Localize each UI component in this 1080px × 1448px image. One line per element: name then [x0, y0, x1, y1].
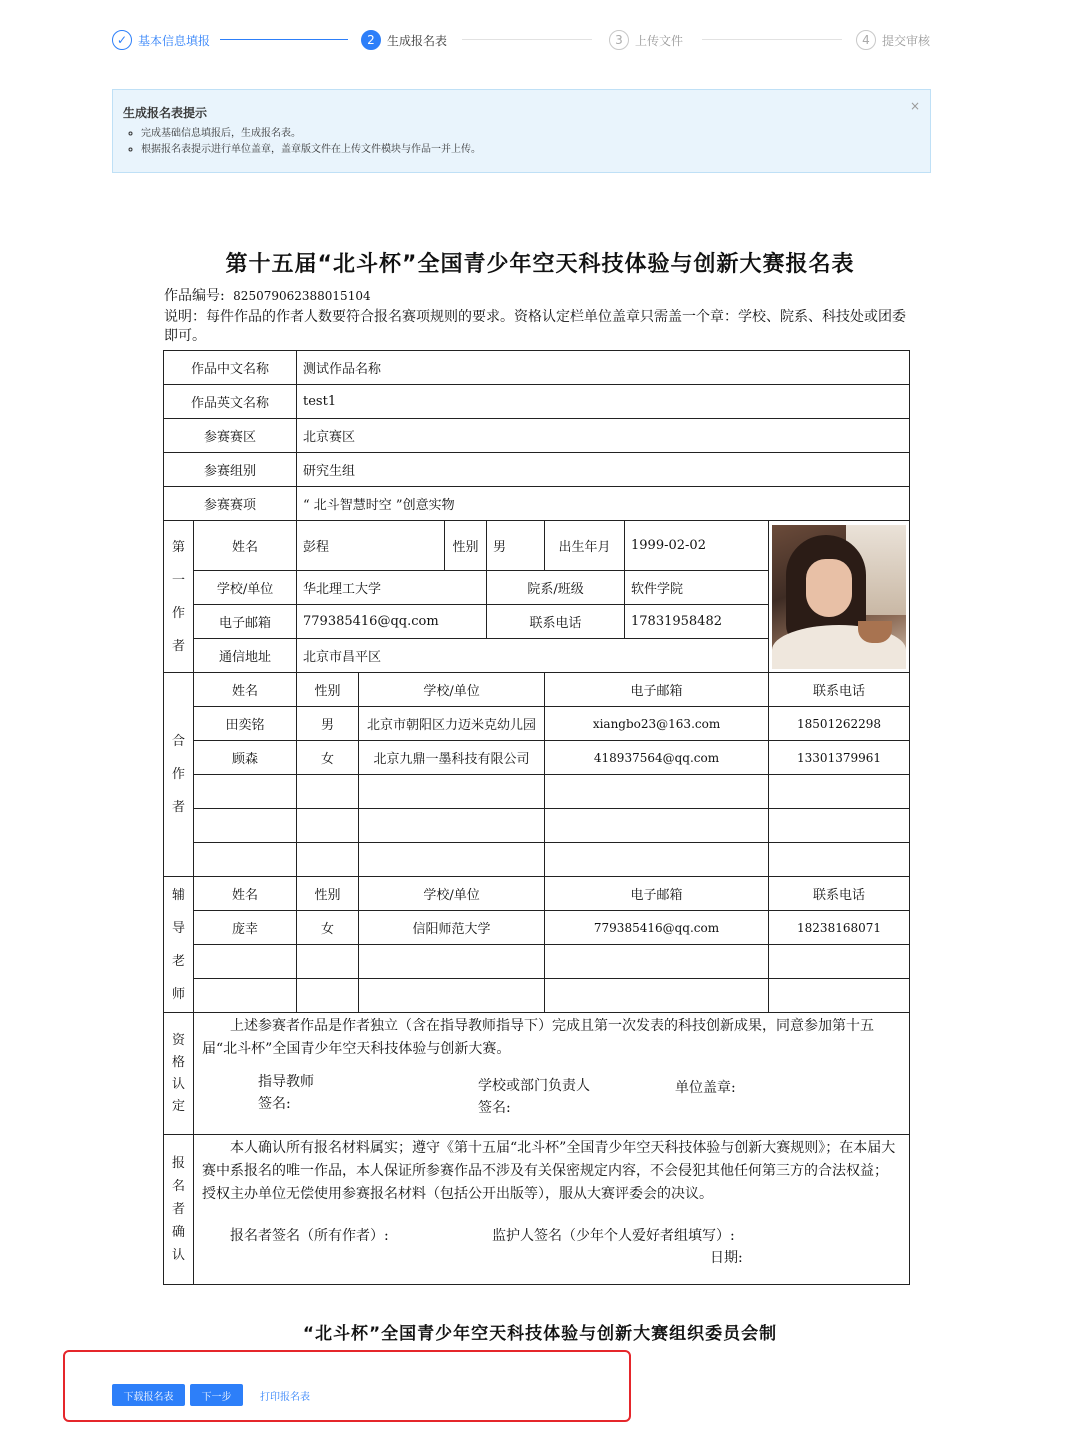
gender-value: 男: [487, 521, 545, 571]
name-label: 姓名: [194, 521, 297, 571]
confirmation-section: [164, 1135, 194, 1285]
table-row: [164, 741, 910, 775]
work-number-label: 作品编号:: [164, 288, 225, 304]
cell: [769, 775, 910, 809]
cell: [769, 843, 910, 877]
cell: [194, 843, 297, 877]
cell: [545, 945, 769, 979]
cell: [359, 979, 545, 1013]
step-1[interactable]: [112, 28, 210, 52]
qualification-text: 上述参赛者作品是作者独立（含在指导教师指导下）完成且第一次发表的科技创新成果，同意参加第十五届“北斗杯”全国青少年空天科技体验与创新大赛。: [202, 1018, 874, 1057]
confirmation-section-label: 报名者确认: [171, 1156, 185, 1263]
coauthor-header-row: [164, 673, 910, 707]
form-title: 第十五届“北斗杯”全国青少年空天科技体验与创新大赛报名表: [225, 252, 855, 277]
first-author-row: [164, 521, 910, 571]
applicant-signature: 报名者签名（所有作者）:: [230, 1228, 389, 1244]
cell: 18238168071: [769, 911, 910, 945]
confirmation-row: [164, 1135, 910, 1285]
col-header: 电子邮箱: [545, 673, 769, 707]
organizer-footer: “北斗杯”全国青少年空天科技体验与创新大赛组织委员会制: [302, 1324, 778, 1344]
phone-label: 联系电话: [487, 605, 625, 639]
basic-value: test1: [297, 385, 910, 419]
first-author-section: [164, 521, 194, 673]
print-form-button[interactable]: 打印报名表: [260, 1391, 310, 1403]
cell: 男: [297, 707, 359, 741]
cell: [194, 979, 297, 1013]
table-row: [164, 809, 910, 843]
cell: [194, 809, 297, 843]
step-connector-2: [462, 39, 592, 40]
leader-signature-line2: 签名:: [478, 1100, 511, 1116]
close-icon[interactable]: ×: [909, 99, 920, 113]
alert-list: [123, 126, 920, 158]
guardian-signature: 监护人签名（少年个人爱好者组填写）:: [492, 1228, 735, 1244]
cell: [545, 809, 769, 843]
col-header: 联系电话: [769, 877, 910, 911]
cell: 779385416@qq.com: [545, 911, 769, 945]
step-connector-3: [702, 39, 842, 40]
email-value: 779385416@qq.com: [297, 605, 487, 639]
cell: [769, 979, 910, 1013]
cell: 田奕铭: [194, 707, 297, 741]
cell: 女: [297, 911, 359, 945]
next-step-button[interactable]: 下一步: [190, 1384, 243, 1406]
cell: 北京九鼎一墨科技有限公司: [359, 741, 545, 775]
author-photo: [772, 525, 906, 669]
advisor-header-row: [164, 877, 910, 911]
advisor-signature-line1: 指导教师: [258, 1074, 314, 1090]
form-note: 说明：每件作品的作者人数要符合报名赛项规则的要求。资格认定栏单位盖章只需盖一个章：学校、院系、科技处或团委即可。: [164, 309, 906, 344]
birth-value: 1999-02-02: [625, 521, 769, 571]
cell: [297, 809, 359, 843]
basic-row: [164, 487, 910, 521]
dept-label: 院系/班级: [487, 571, 625, 605]
table-row: [164, 775, 910, 809]
work-number-value: 825079062388015104: [233, 289, 371, 303]
table-row: [164, 979, 910, 1013]
col-header: 学校/单位: [359, 877, 545, 911]
step-4[interactable]: [856, 28, 930, 52]
cell: [545, 979, 769, 1013]
cell: [359, 945, 545, 979]
table-row: [164, 945, 910, 979]
coauthor-section: [164, 673, 194, 877]
basic-row: [164, 453, 910, 487]
basic-value: “ 北斗智慧时空 ”创意实物: [297, 487, 910, 521]
cell: [545, 843, 769, 877]
download-form-button[interactable]: 下载报名表: [112, 1384, 185, 1406]
dept-value: 软件学院: [625, 571, 769, 605]
table-row: [164, 843, 910, 877]
name-value: 彭程: [297, 521, 445, 571]
qualification-section-label: 资格认定: [171, 1032, 185, 1114]
basic-label: 参赛赛区: [164, 419, 297, 453]
cell: [297, 775, 359, 809]
step-2-number: 2: [361, 30, 381, 50]
cell: [194, 775, 297, 809]
cell: 18501262298: [769, 707, 910, 741]
qualification-section: [164, 1013, 194, 1135]
alert-title: 生成报名表提示: [123, 106, 208, 120]
cell: [297, 979, 359, 1013]
basic-label: 参赛赛项: [164, 487, 297, 521]
basic-value: 研究生组: [297, 453, 910, 487]
cell: 418937564@qq.com: [545, 741, 769, 775]
cell: 顾森: [194, 741, 297, 775]
alert-item: ◦ 根据报名表提示进行单位盖章，盖章版文件在上传文件模块与作品一并上传。: [141, 142, 920, 158]
advisor-signature: [258, 1071, 314, 1115]
basic-row: [164, 351, 910, 385]
cell: 北京市朝阳区力迈米克幼儿园: [359, 707, 545, 741]
cell: [769, 809, 910, 843]
step-4-label: 提交审核: [882, 33, 931, 48]
steps-bar: [112, 28, 932, 52]
cell: [297, 843, 359, 877]
step-3-label: 上传文件: [635, 33, 684, 48]
cell: [545, 775, 769, 809]
first-author-section-label: 第一作者: [171, 539, 185, 654]
confirmation-text: 本人确认所有报名材料属实；遵守《第十五届“北斗杯”全国青少年空天科技体验与创新大赛规则》；在本届大赛中系报名的唯一作品，本人保证所参赛作品不涉及有关保密规定内容，不会侵犯其他任何第三方的合法权益；授权主办单位无偿使用参赛报名材料（包括公开出版等），服从大赛评委会的决议。: [202, 1140, 896, 1202]
gender-label: 性别: [445, 521, 487, 571]
step-2-label: 生成报名表: [387, 33, 448, 48]
basic-label: 参赛组别: [164, 453, 297, 487]
cell: [297, 945, 359, 979]
leader-signature: [478, 1075, 590, 1119]
unit-seal: 单位盖章:: [675, 1080, 736, 1096]
step-2[interactable]: [361, 28, 447, 52]
cell: [769, 945, 910, 979]
col-header: 联系电话: [769, 673, 910, 707]
basic-value: 测试作品名称: [297, 351, 910, 385]
basic-label: 作品英文名称: [164, 385, 297, 419]
step-3-number: 3: [609, 30, 629, 50]
address-label: 通信地址: [194, 639, 297, 673]
advisor-section: [164, 877, 194, 1013]
cell: [194, 945, 297, 979]
basic-row: [164, 419, 910, 453]
cell: 庞幸: [194, 911, 297, 945]
school-label: 学校/单位: [194, 571, 297, 605]
basic-row: [164, 385, 910, 419]
form-table: [163, 350, 910, 1285]
col-header: 姓名: [194, 673, 297, 707]
table-row: [164, 707, 910, 741]
col-header: 性别: [297, 673, 359, 707]
phone-value: 17831958482: [625, 605, 769, 639]
confirmation-content: [194, 1135, 910, 1285]
basic-label: 作品中文名称: [164, 351, 297, 385]
address-value: 北京市昌平区: [297, 639, 769, 673]
cell: xiangbo23@163.com: [545, 707, 769, 741]
cell: [359, 809, 545, 843]
col-header: 学校/单位: [359, 673, 545, 707]
email-label: 电子邮箱: [194, 605, 297, 639]
work-number: [164, 287, 914, 306]
step-3[interactable]: [609, 28, 683, 52]
info-alert: [112, 89, 931, 173]
school-value: 华北理工大学: [297, 571, 487, 605]
author-photo-cell: [769, 521, 910, 673]
col-header: 姓名: [194, 877, 297, 911]
cell: [359, 775, 545, 809]
advisor-signature-line2: 签名:: [258, 1096, 291, 1112]
col-header: 性别: [297, 877, 359, 911]
step-connector-1: [220, 39, 348, 40]
cell: 信阳师范大学: [359, 911, 545, 945]
leader-signature-line1: 学校或部门负责人: [478, 1078, 590, 1094]
step-1-label: 基本信息填报: [138, 33, 211, 48]
advisor-section-label: 辅导老师: [171, 887, 185, 1002]
birth-label: 出生年月: [545, 521, 625, 571]
alert-item: ◦ 完成基础信息填报后，生成报名表。: [141, 126, 920, 142]
cell: 女: [297, 741, 359, 775]
check-icon: ✓: [112, 30, 132, 50]
cell: 13301379961: [769, 741, 910, 775]
col-header: 电子邮箱: [545, 877, 769, 911]
cell: [359, 843, 545, 877]
coauthor-section-label: 合作者: [171, 734, 185, 815]
basic-value: 北京赛区: [297, 419, 910, 453]
table-row: [164, 911, 910, 945]
date-field: 日期:: [710, 1250, 743, 1266]
step-4-number: 4: [856, 30, 876, 50]
